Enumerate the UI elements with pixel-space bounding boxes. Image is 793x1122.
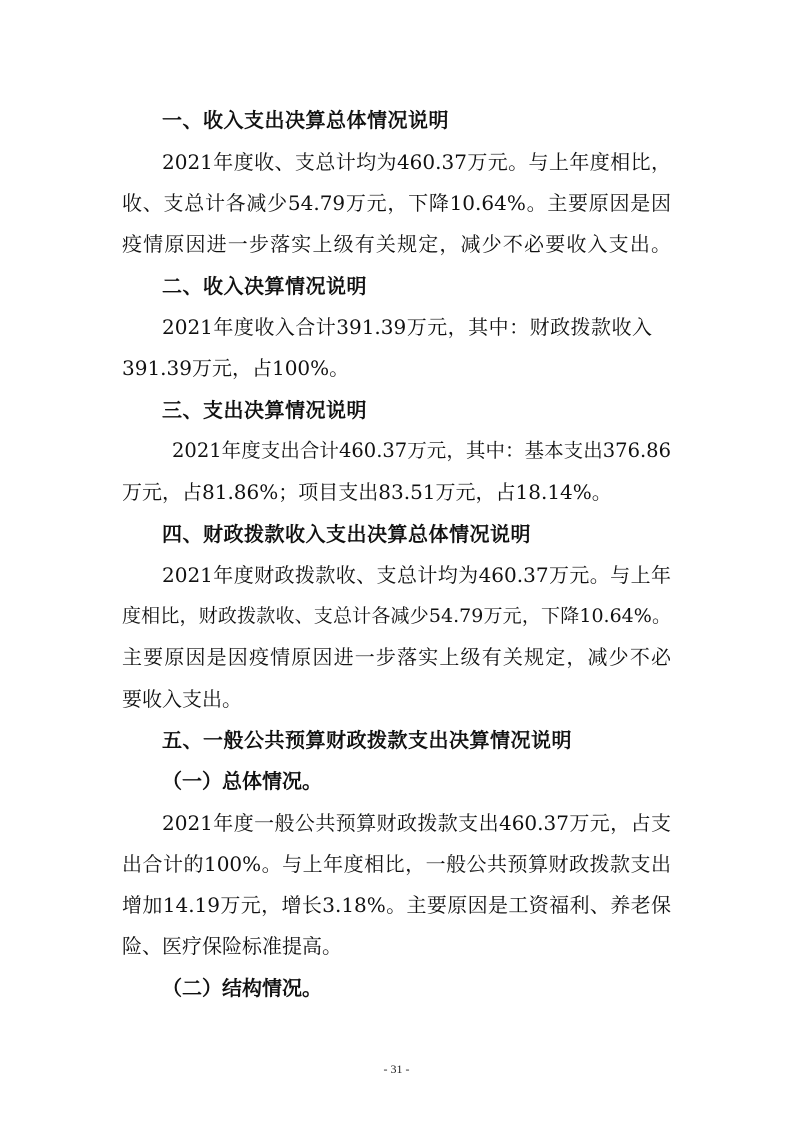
section-5-line-4: 险、医疗保险标准提高。: [122, 934, 342, 958]
section-3-heading: 三、支出决算情况说明: [162, 398, 367, 422]
section-4-line-4: 要收入支出。: [122, 687, 242, 711]
section-4-heading: 四、财政拨款收入支出决算总体情况说明: [162, 522, 531, 546]
section-1-line-3: 疫情原因进一步落实上级有关规定，减少不必要收入支出。: [122, 232, 671, 256]
section-2-line-1: 2021年度收入合计391.39万元，其中：财政拨款收入: [162, 315, 652, 339]
section-5-heading: 五、一般公共预算财政拨款支出决算情况说明: [162, 728, 572, 752]
section-5-line-1: 2021年度一般公共预算财政拨款支出460.37万元，占支: [162, 811, 671, 835]
section-3-line-2: 万元，占81.86%；项目支出83.51万元，占18.14%。: [122, 480, 612, 504]
section-5-subheading-1: （一）总体情况。: [162, 769, 322, 793]
section-5-subheading-2: （二）结构情况。: [162, 976, 322, 1000]
section-2-line-2: 391.39万元，占100%。: [122, 356, 350, 380]
section-1-line-2: 收、支总计各减少54.79万元，下降10.64%。主要原因是因: [122, 191, 671, 215]
section-1-line-1: 2021年度收、支总计均为460.37万元。与上年度相比，: [162, 150, 671, 174]
section-4-line-1: 2021年度财政拨款收、支总计均为460.37万元。与上年: [162, 563, 671, 587]
section-4-line-3: 主要原因是因疫情原因进一步落实上级有关规定，减少不必: [122, 645, 671, 669]
section-3-line-1: 2021年度支出合计460.37万元，其中：基本支出376.86: [172, 439, 671, 462]
section-1-heading: 一、收入支出决算总体情况说明: [162, 108, 449, 132]
section-5-line-2: 出合计的100%。与上年度相比，一般公共预算财政拨款支出: [122, 852, 671, 876]
page-number: - 31 -: [383, 1062, 410, 1076]
section-5-line-3: 增加14.19万元，增长3.18%。主要原因是工资福利、养老保: [122, 893, 671, 917]
section-4-line-2: 度相比，财政拨款收、支总计各减少54.79万元，下降10.64%。: [122, 605, 671, 627]
section-2-heading: 二、收入决算情况说明: [162, 274, 367, 298]
